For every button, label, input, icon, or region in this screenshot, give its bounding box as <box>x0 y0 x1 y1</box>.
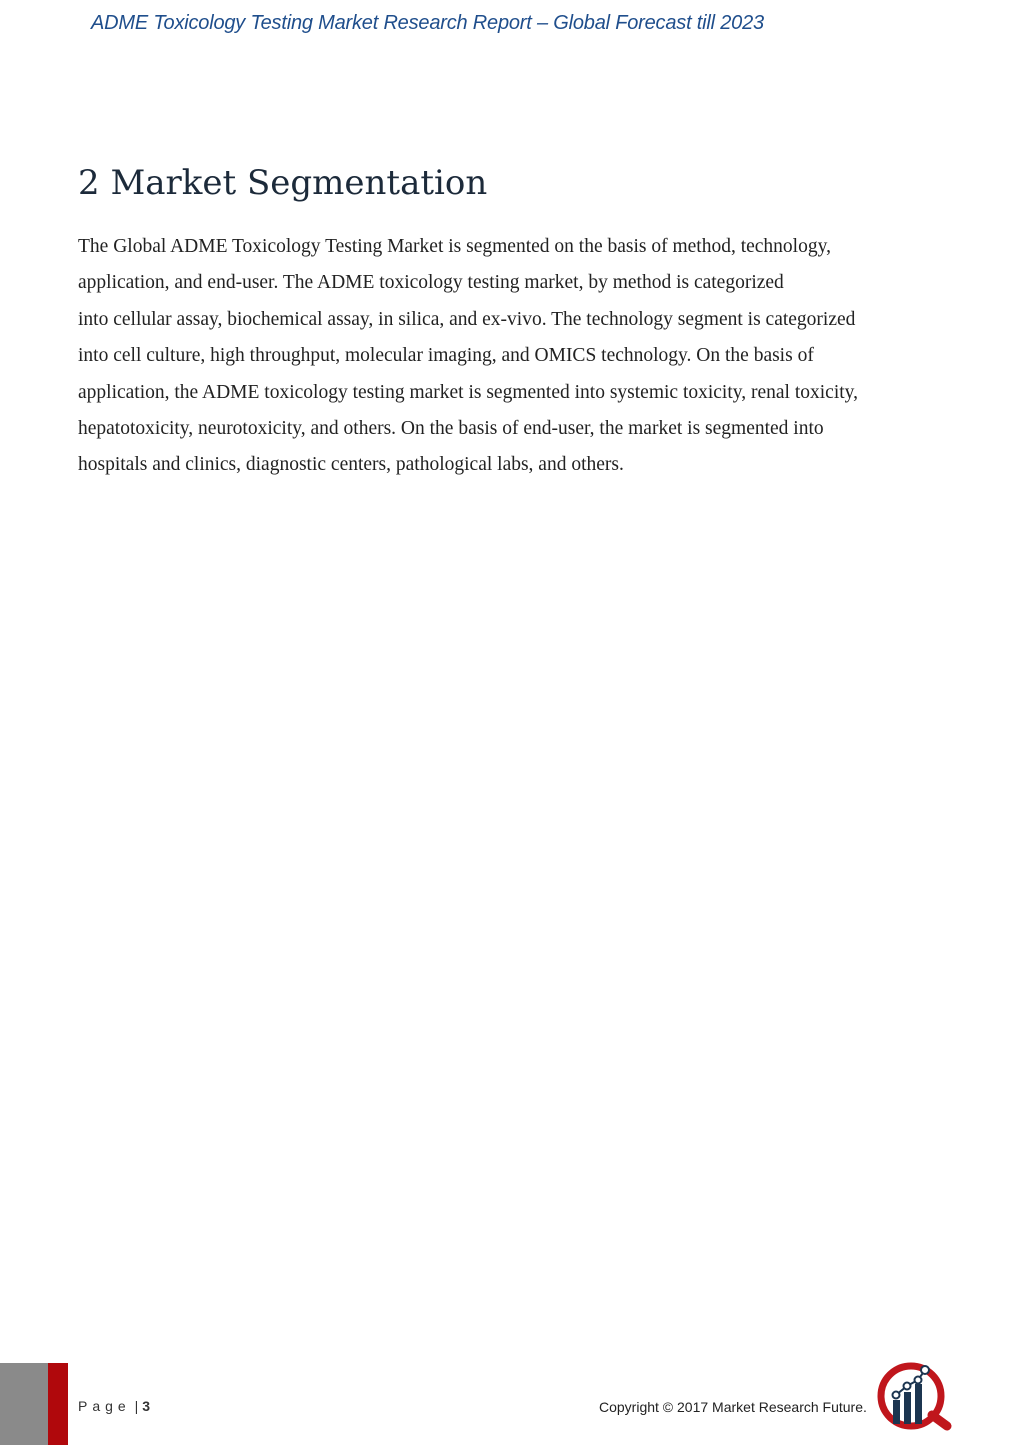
section-heading: 2 Market Segmentation <box>78 163 488 203</box>
paragraph-line: into cellular assay, biochemical assay, in silica, and ex-vivo. The technology segment is categorized <box>78 308 856 330</box>
section-body-paragraph <box>78 229 958 484</box>
page-number: 3 <box>142 1398 151 1414</box>
paragraph-line: into cell culture, high throughput, molecular imaging, and OMICS technology. On the basis of <box>78 345 814 367</box>
report-header-title: ADME Toxicology Testing Market Research Report – Global Forecast till 2023 <box>91 12 764 34</box>
paragraph-line: hospitals and clinics, diagnostic centers, pathological labs, and others. <box>78 454 624 476</box>
paragraph-line: application, the ADME toxicology testing market is segmented into systemic toxicity, renal toxicity, <box>78 381 859 403</box>
paragraph-line: application, and end-user. The ADME toxicology testing market, by method is categorized <box>78 272 784 294</box>
footer-grey-bar <box>0 1363 48 1445</box>
copyright-notice: Copyright © 2017 Market Research Future. <box>599 1399 867 1415</box>
market-research-future-logo-icon <box>875 1360 955 1432</box>
page-number-label <box>78 1398 150 1414</box>
page-word: Page <box>78 1398 131 1414</box>
page-separator: | <box>134 1398 139 1414</box>
paragraph-line: hepatotoxicity, neurotoxicity, and others. On the basis of end-user, the market is segmented into <box>78 418 824 440</box>
footer-red-bar <box>48 1363 68 1445</box>
paragraph-line: The Global ADME Toxicology Testing Market is segmented on the basis of method, technology, <box>78 236 831 257</box>
